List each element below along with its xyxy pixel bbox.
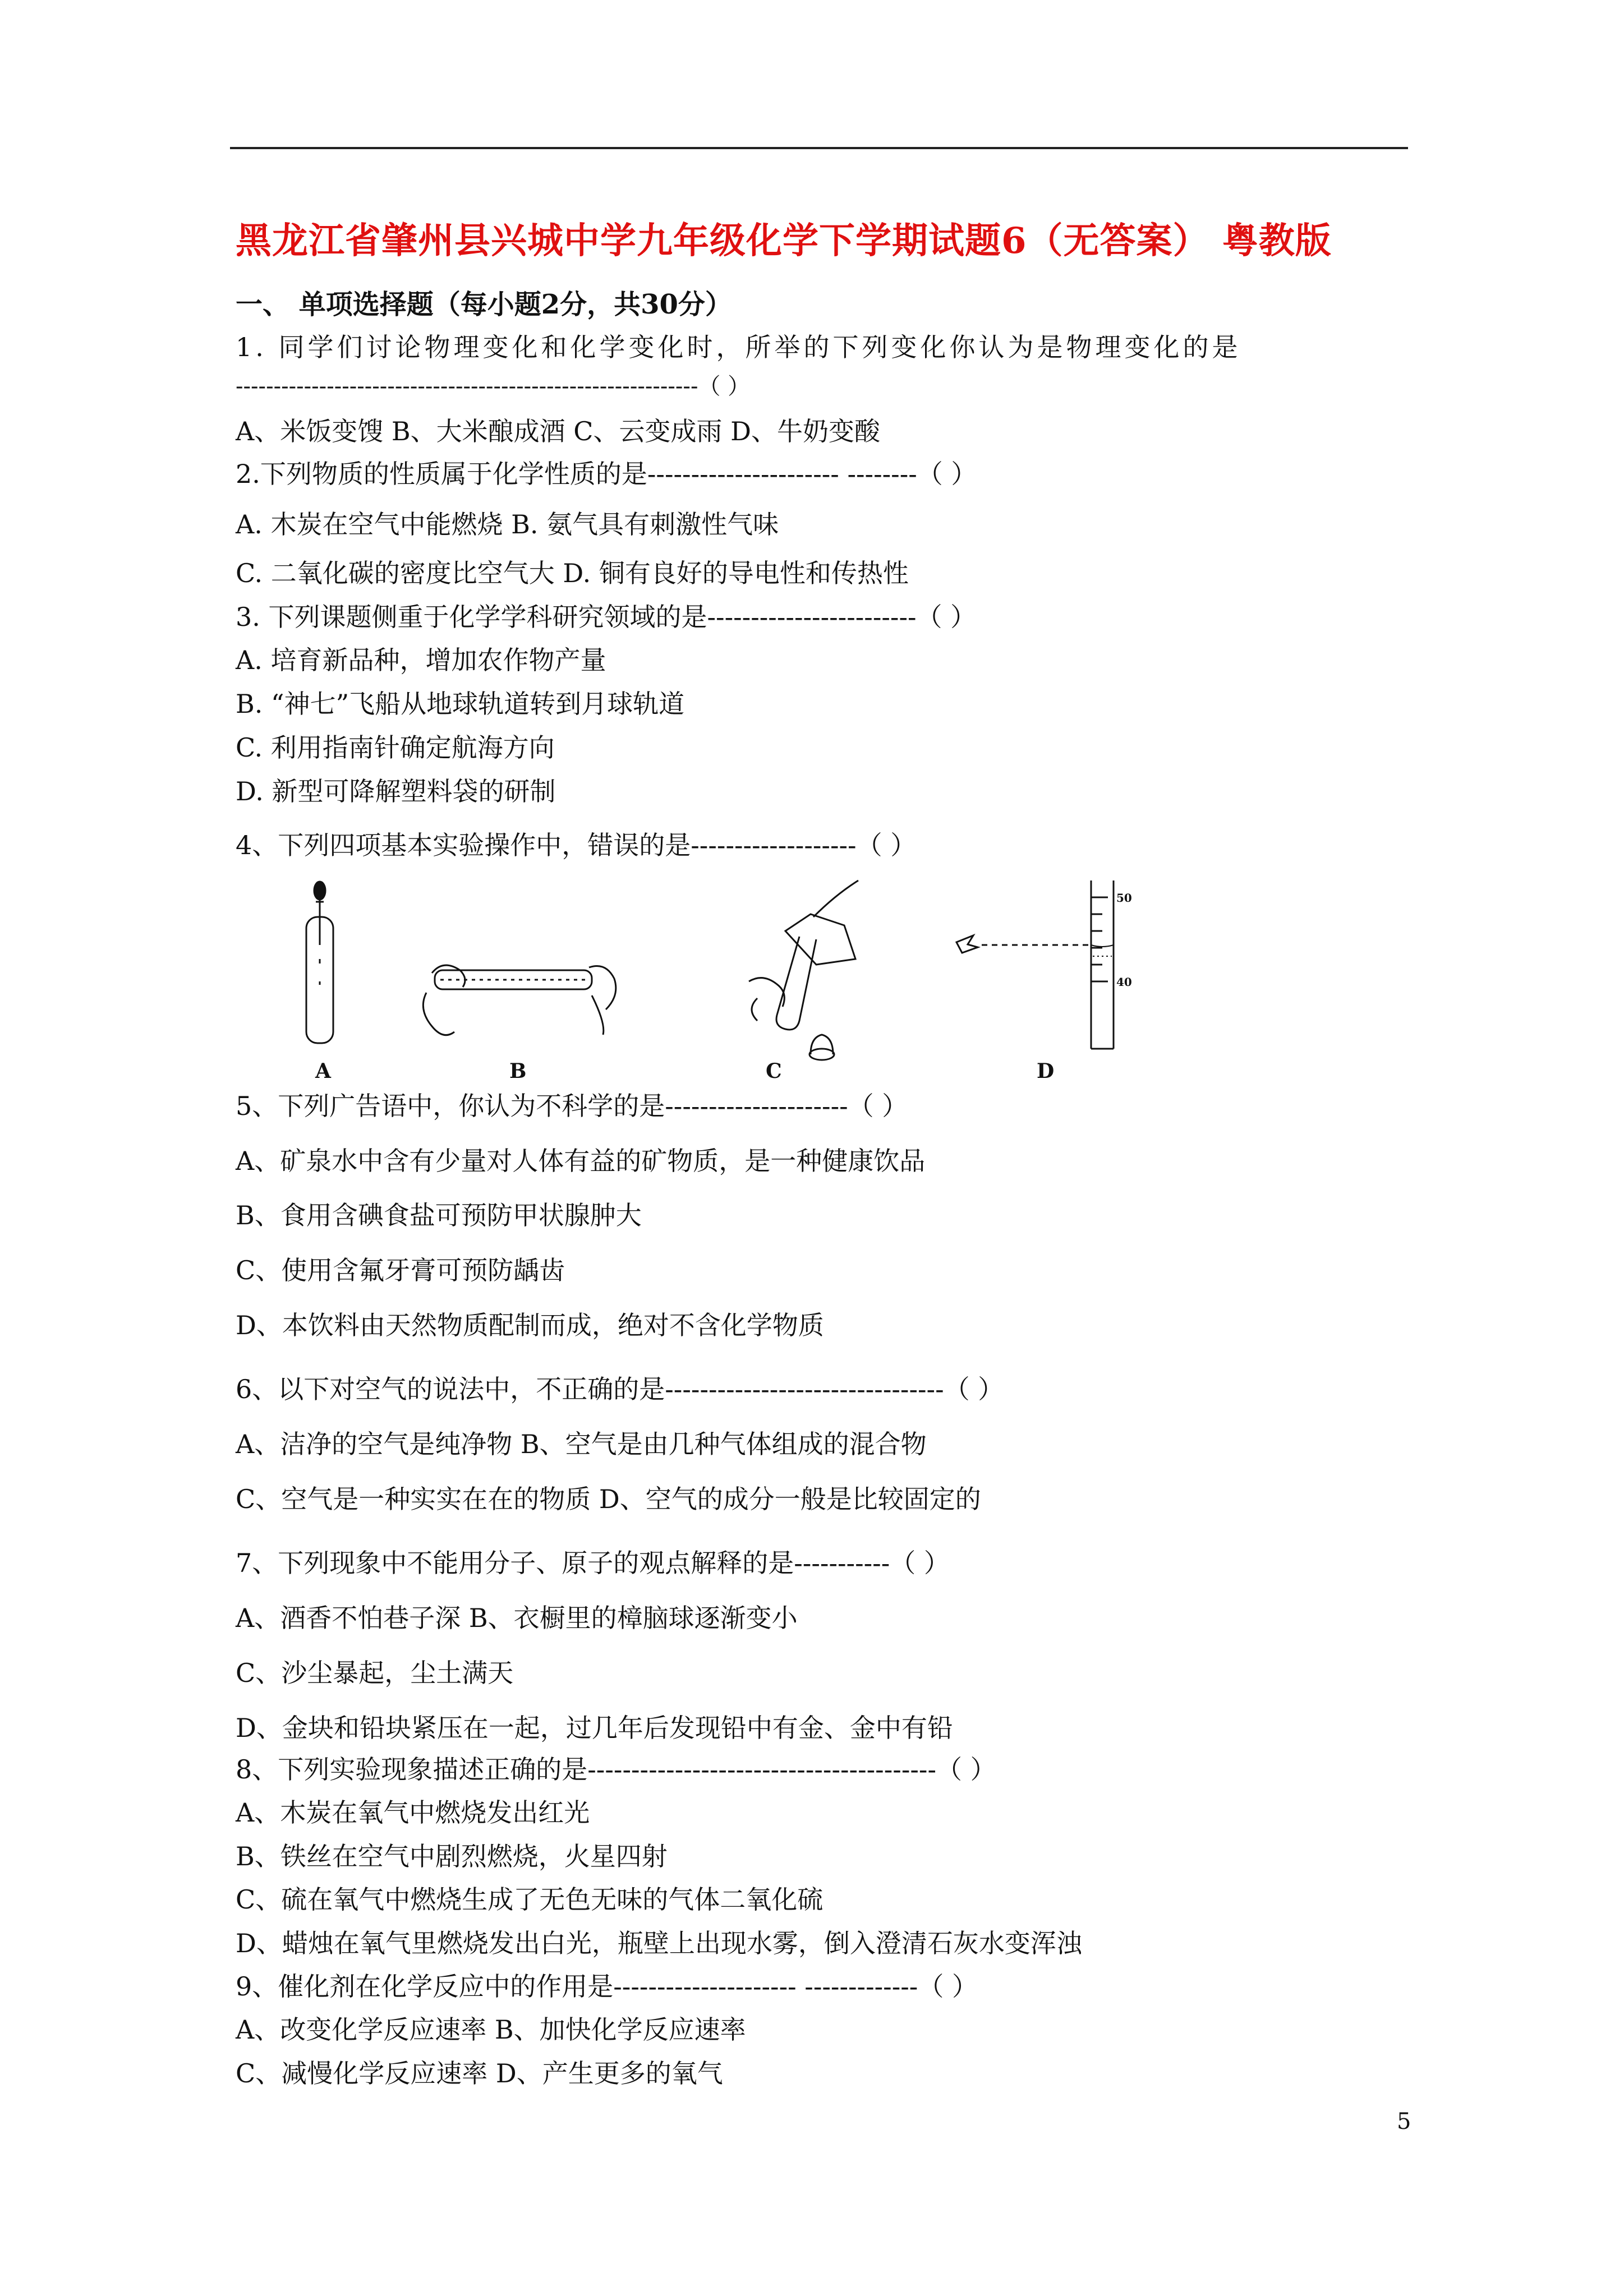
question-1-options: A、米饭变馊 B、大米酿成酒 C、云变成雨 D、牛奶变酸 [236, 416, 880, 446]
question-3-option-d: D. 新型可降解塑料袋的研制 [236, 776, 556, 806]
figure-a-dropper [306, 882, 333, 1043]
question-6-options-cd: C、空气是一种实实在在的物质 D、空气的成分一般是比较固定的 [236, 1484, 981, 1514]
question-5-stem: 5、下列广告语中，你认为不科学的是---------------------（ ） [236, 1091, 908, 1121]
header-rule [230, 147, 1408, 149]
question-7-option-d: D、金块和铅块紧压在一起，过几年后发现铅中有金、金中有铅 [236, 1713, 953, 1743]
question-2-options-ab: A. 木炭在空气中能燃烧 B. 氨气具有刺激性气味 [236, 509, 779, 540]
question-8-option-b: B、铁丝在空气中剧烈燃烧，火星四射 [236, 1841, 668, 1871]
cylinder-tick-40: 40 [1116, 975, 1132, 989]
figure-b-test-tube-hands [423, 965, 615, 1035]
figure-c-pouring-liquid [749, 880, 858, 1060]
question-6-stem: 6、以下对空气的说法中，不正确的是--------------------------------（ ） [236, 1374, 1004, 1404]
question-7-stem: 7、下列现象中不能用分子、原子的观点解释的是-----------（ ） [236, 1548, 950, 1578]
question-4-stem: 4、下列四项基本实验操作中，错误的是-------------------（ ） [236, 830, 917, 860]
question-3-option-a: A. 培育新品种，增加农作物产量 [236, 645, 606, 675]
figure-label-c: C [766, 1059, 782, 1083]
figure-label-a: A [315, 1059, 331, 1083]
question-5-option-c: C、使用含氟牙膏可预防龋齿 [236, 1255, 565, 1285]
question-9-options-ab: A、改变化学反应速率 B、加快化学反应速率 [236, 2014, 746, 2045]
question-9-options-cd: C、减慢化学反应速率 D、产生更多的氧气 [236, 2058, 723, 2088]
figure-d-cylinder-reading [956, 880, 1114, 1049]
question-7-options-ab: A、酒香不怕巷子深 B、衣橱里的樟脑球逐渐变小 [236, 1603, 798, 1633]
figure-label-d: D [1037, 1059, 1055, 1083]
question-5-option-a: A、矿泉水中含有少量对人体有益的矿物质，是一种健康饮品 [236, 1146, 926, 1176]
page-title: 黑龙江省肇州县兴城中学九年级化学下学期试题6（无答案） 粤教版 [236, 220, 1332, 262]
question-3-option-b: B. “神七”飞船从地球轨道转到月球轨道 [236, 689, 685, 719]
question-8-option-d: D、蜡烛在氧气里燃烧发出白光，瓶壁上出现水雾，倒入澄清石灰水变浑浊 [236, 1928, 1082, 1958]
question-5-option-b: B、食用含碘食盐可预防甲状腺肿大 [236, 1200, 642, 1230]
question-6-options-ab: A、洁净的空气是纯净物 B、空气是由几种气体组成的混合物 [236, 1429, 927, 1459]
question-3-option-c: C. 利用指南针确定航海方向 [236, 732, 555, 763]
cylinder-tick-50: 50 [1116, 891, 1132, 905]
question-2-options-cd: C. 二氧化碳的密度比空气大 D. 铜有良好的导电性和传热性 [236, 558, 909, 588]
question-1-dashes: -------------------------------------------------------------（ ） [236, 374, 751, 399]
question-8-option-c: C、硫在氧气中燃烧生成了无色无味的气体二氧化硫 [236, 1884, 823, 1915]
question-7-option-c: C、沙尘暴起，尘土满天 [236, 1658, 514, 1688]
question-3-stem: 3. 下列课题侧重于化学学科研究领域的是------------------------（ ） [236, 602, 977, 632]
question-2-stem: 2.下列物质的性质属于化学性质的是---------------------- --------（ ） [236, 459, 977, 489]
question-9-stem: 9、催化剂在化学反应中的作用是--------------------- -------------（ ） [236, 1971, 978, 2002]
lab-operation-figure [292, 875, 1178, 1088]
figure-label-b: B [509, 1059, 527, 1083]
question-5-option-d: D、本饮料由天然物质配制而成，绝对不含化学物质 [236, 1310, 824, 1340]
question-8-stem: 8、下列实验现象描述正确的是----------------------------------------（ ） [236, 1754, 996, 1785]
page-number: 5 [1397, 2109, 1411, 2134]
question-1-stem: 1. 同学们讨论物理变化和化学变化时，所举的下列变化你认为是物理变化的是 [236, 332, 1241, 362]
section-heading: 一、 单项选择题（每小题2分，共30分） [236, 289, 732, 320]
question-8-option-a: A、木炭在氧气中燃烧发出红光 [236, 1797, 590, 1828]
